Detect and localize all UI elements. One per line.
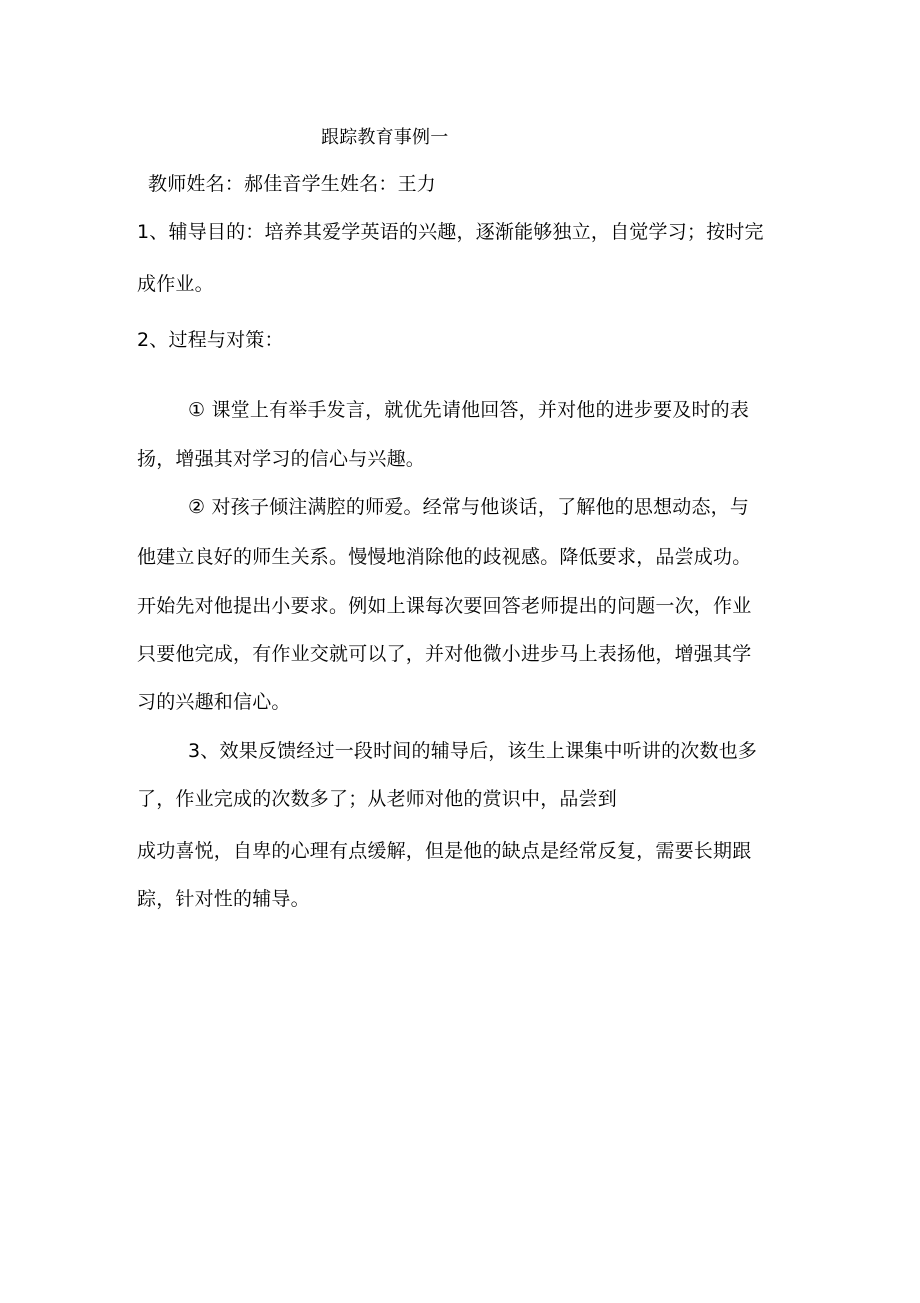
text-line: 1、辅导目的：培养其爱学英语的兴趣，逐渐能够独立，自觉学习；按时完 xyxy=(137,221,764,243)
text-line: 习的兴趣和信心。 xyxy=(137,691,291,713)
text-line: 只要他完成，有作业交就可以了，并对他微小进步马上表扬他，增强其学 xyxy=(137,643,752,665)
text-line: 了，作业完成的次数多了；从老师对他的赏识中，品尝到 xyxy=(137,788,618,810)
text-line: ② 对孩子倾注满腔的师爱。经常与他谈话，了解他的思想动态，与 xyxy=(188,496,750,518)
text-line: 开始先对他提出小要求。例如上课每次要回答老师提出的问题一次，作业 xyxy=(137,595,752,617)
text-line: 成功喜悦，自卑的心理有点缓解，但是他的缺点是经常反复，需要长期跟 xyxy=(137,840,752,862)
text-line: 踪，针对性的辅导。 xyxy=(137,888,310,910)
document-title: 跟踪教育事例一 xyxy=(321,127,449,148)
text-line: 2、过程与对策： xyxy=(137,329,284,351)
teacher-student-names: 教师姓名：郝佳音学生姓名：王力 xyxy=(148,173,437,195)
text-line: 扬，增强其对学习的信心与兴趣。 xyxy=(137,448,426,470)
text-line: ① 课堂上有举手发言，就优先请他回答，并对他的进步要及时的表 xyxy=(188,399,750,421)
text-line: 成作业。 xyxy=(137,273,214,295)
text-line: 他建立良好的师生关系。慢慢地消除他的歧视感。降低要求，品尝成功。 xyxy=(137,546,752,568)
text-line: 3、效果反馈经过一段时间的辅导后，该生上课集中听讲的次数也多 xyxy=(188,740,758,762)
